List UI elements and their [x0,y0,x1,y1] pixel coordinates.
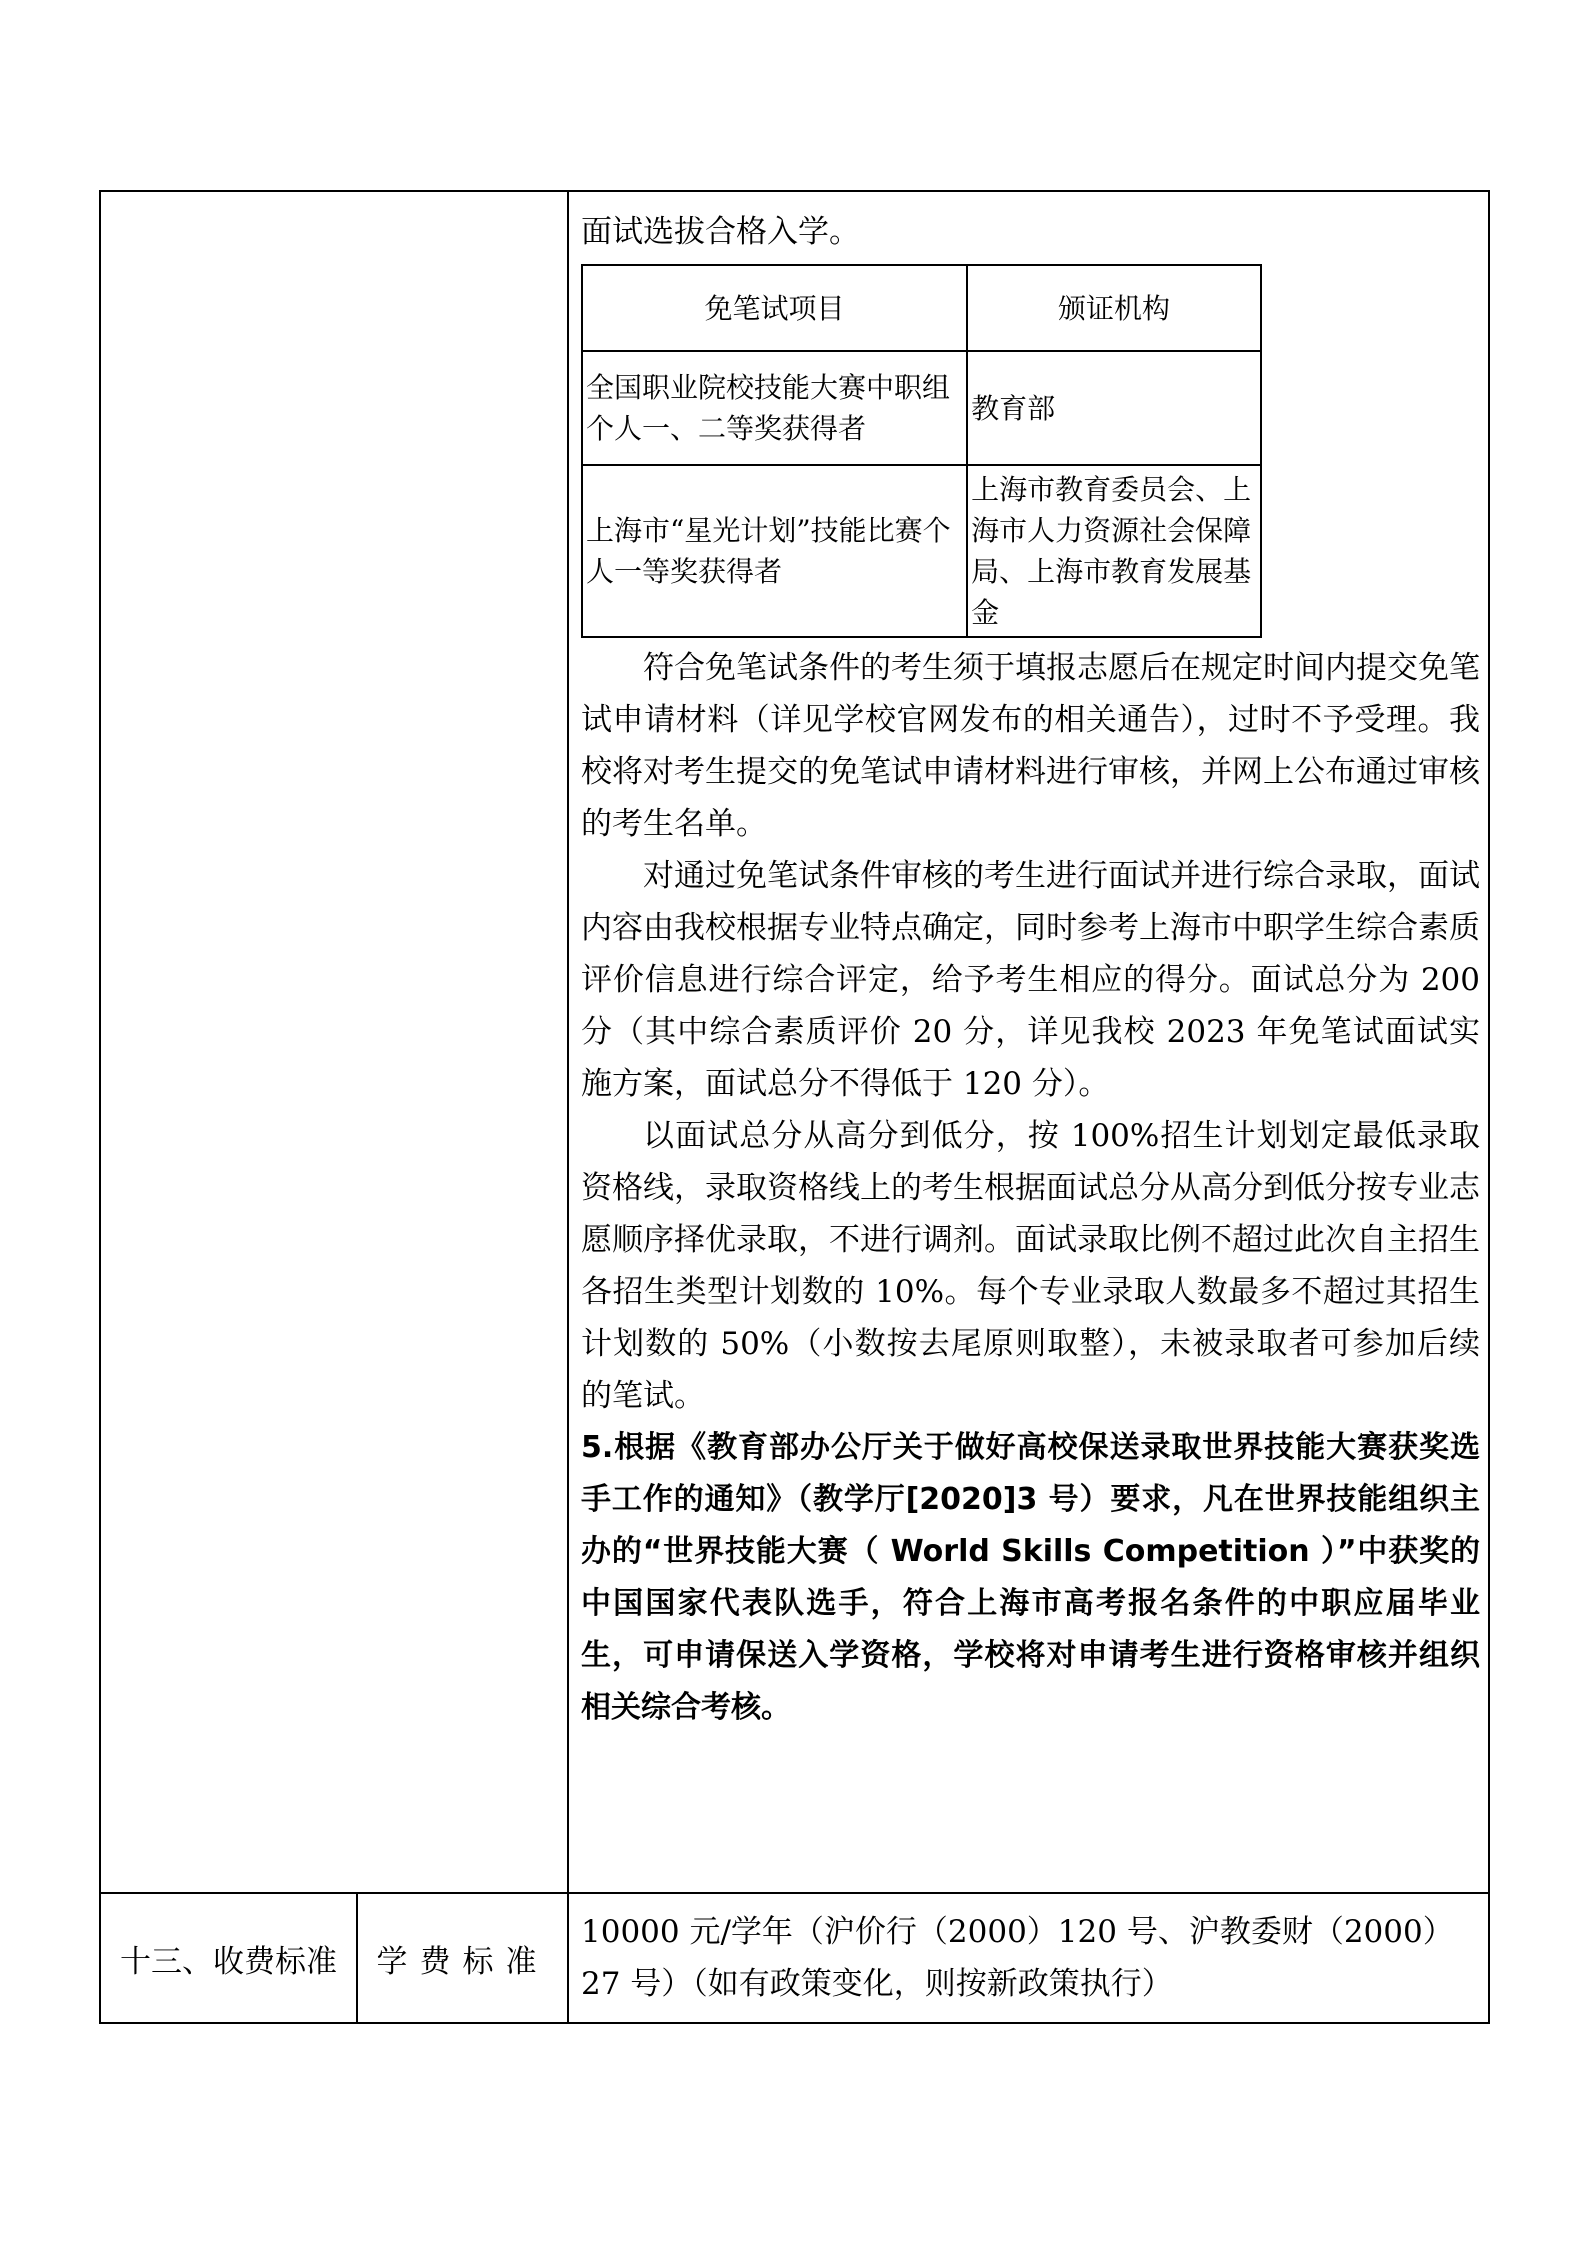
admissions-table [99,190,1490,2024]
table-header: 免笔试项目 [582,265,967,351]
exemption-content-cell [569,192,1488,1892]
table-header-row [582,265,1261,351]
empty-left-cell [101,192,569,1892]
paragraph-worldskills: 5.根据《教育部办公厅关于做好高校保送录取世界技能大赛获奖选手工作的通知》（教学厅[2020]3 号）要求，凡在世界技能组织主办的“世界技能大赛（ World Skills Competition ）”中获奖的中国国家代表队选手，符合上海市高考报名条件的中职应届毕业生，可申请保送入学资格，学校将对申请考生进行资格审核并组织相关综合考核。 [581,1430,1480,1725]
intro-text: 面试选拔合格入学。 [581,214,860,250]
fee-text: 10000 元/学年（沪价行（2000）120 号、沪教委财（2000）27 号）（如有政策变化，则按新政策执行） [581,1914,1454,2002]
fee-item-label: 十三、收费标准 [101,1894,358,2022]
table-cell-org: 上海市教育委员会、上海市人力资源社会保障局、上海市教育发展基金 [967,465,1261,637]
exemption-row [101,192,1488,1894]
table-row [582,351,1261,465]
paragraph-admission-ratio: 以面试总分从高分到低分，按 100%招生计划划定最低录取资格线，录取资格线上的考生根据面试总分从高分到低分按专业志愿顺序择优录取，不进行调剂。面试录取比例不超过此次自主招生各招生类型计划数的 10%。每个专业录取人数最多不超过其招生计划数的 50%（小数按去尾原则取整），未被录取者可参加后续的笔试。 [581,1118,1480,1414]
fee-sub-label: 学费标准 [358,1894,569,2022]
table-cell-item: 上海市“星光计划”技能比赛个人一等奖获得者 [582,465,967,637]
fee-row [101,1894,1488,2022]
table-cell-item: 全国职业院校技能大赛中职组个人一、二等奖获得者 [582,351,967,465]
paragraph-application: 符合免笔试条件的考生须于填报志愿后在规定时间内提交免笔试申请材料（详见学校官网发布的相关通告），过时不予受理。我校将对考生提交的免笔试申请材料进行审核，并网上公布通过审核的考生名单。 [581,650,1480,842]
exemption-items-table [581,264,1262,638]
table-row [582,465,1261,637]
paragraph-interview: 对通过免笔试条件审核的考生进行面试并进行综合录取，面试内容由我校根据专业特点确定，同时参考上海市中职学生综合素质评价信息进行综合评定，给予考生相应的得分。面试总分为 200 分（其中综合素质评价 20 分，详见我校 2023 年免笔试面试实施方案，面试总分不得低于 120 分）。 [581,858,1480,1102]
table-header: 颁证机构 [967,265,1261,351]
table-cell-org: 教育部 [967,351,1261,465]
